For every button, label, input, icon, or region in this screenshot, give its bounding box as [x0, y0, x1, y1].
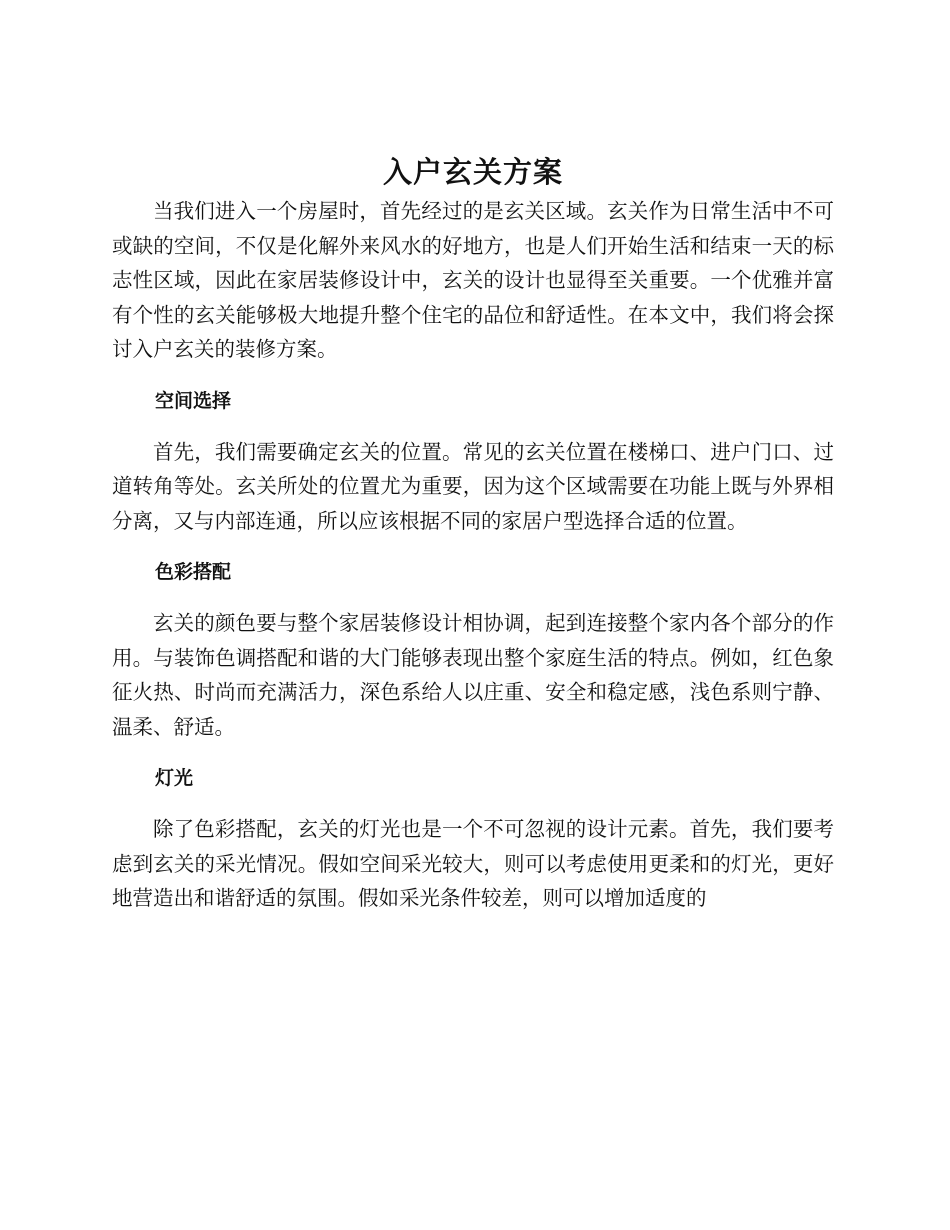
document-page [112, 150, 834, 916]
section-body-lighting: 除了色彩搭配，玄关的灯光也是一个不可忽视的设计元素。首先，我们要考虑到玄关的采光情况。假如空间采光较大，则可以考虑使用更柔和的灯光，更好地营造出和谐舒适的氛围。假如采光条件较差，则可以增加适度的 [112, 817, 834, 910]
section-body-color: 玄关的颜色要与整个家居装修设计相协调，起到连接整个家内各个部分的作用。与装饰色调搭配和谐的大门能够表现出整个家庭生活的特点。例如，红色象征火热、时尚而充满活力，深色系给人以庄重、安全和稳定感，浅色系则宁静、温柔、舒适。 [112, 611, 834, 739]
spacer [112, 367, 834, 384]
spacer [112, 589, 834, 606]
section-body-space: 首先，我们需要确定玄关的位置。常见的玄关位置在楼梯口、进户门口、过道转角等处。玄关所处的位置尤为重要，因为这个区域需要在功能上既与外界相分离，又与内部连通，所以应该根据不同的家居户型选择合适的位置。 [112, 439, 834, 533]
spacer [112, 538, 834, 555]
section-heading-space: 空间选择 [155, 389, 232, 412]
spacer [112, 418, 834, 435]
spacer [112, 744, 834, 761]
intro-paragraph: 当我们进入一个房屋时，首先经过的是玄关区域。玄关作为日常生活中不可或缺的空间，不仅是化解外来风水的好地方，也是人们开始生活和结束一天的标志性区域，因此在家居装修设计中，玄关的设计也显得至关重要。一个优雅并富有个性的玄关能够极大地提升整个住宅的品位和舒适性。在本文中，我们将会探讨入户玄关的装修方案。 [112, 199, 834, 361]
spacer [112, 795, 834, 812]
section-heading-color: 色彩搭配 [155, 561, 232, 583]
document-title: 入户玄关方案 [382, 155, 563, 189]
section-heading-lighting: 灯光 [155, 767, 194, 789]
